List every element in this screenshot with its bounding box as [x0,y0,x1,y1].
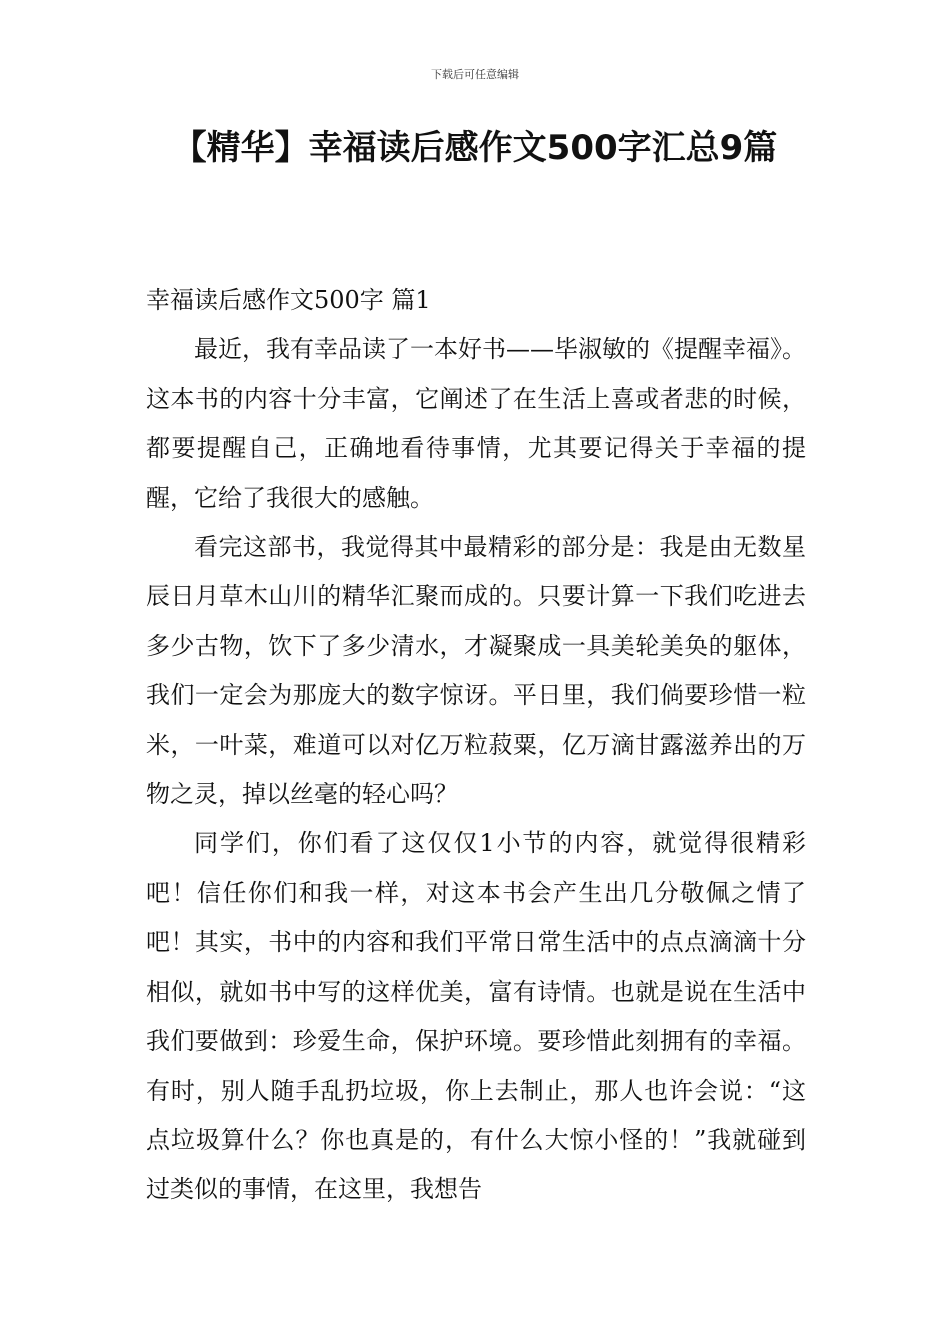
paragraph-1: 最近，我有幸品读了一本好书——毕淑敏的《提醒幸福》。这本书的内容十分丰富，它阐述了在生活上喜或者悲的时候，都要提醒自己，正确地看待事情，尤其要记得关于幸福的提醒，它给了我很大的感触。 [146,335,806,512]
document-body [146,276,806,1215]
document-title: 【精华】幸福读后感作文500字汇总9篇 [172,128,778,168]
section-heading: 幸福读后感作文500字 篇1 [146,286,431,314]
header-note: 下载后可任意编辑 [431,68,519,81]
paragraph-2: 看完这部书，我觉得其中最精彩的部分是：我是由无数星辰日月草木山川的精华汇聚而成的。只要计算一下我们吃进去多少古物，饮下了多少清水，才凝聚成一具美轮美奂的躯体，我们一定会为那庞大的数字惊讶。平日里，我们倘要珍惜一粒米，一叶菜，难道可以对亿万粒菽粟，亿万滴甘露滋养出的万物之灵，掉以丝毫的轻心吗？ [146,533,806,809]
paragraph-3: 同学们，你们看了这仅仅1小节的内容，就觉得很精彩吧！信任你们和我一样，对这本书会产生出几分敬佩之情了吧！其实，书中的内容和我们平常日常生活中的点点滴滴十分相似，就如书中写的这样优美，富有诗情。也就是说在生活中我们要做到：珍爱生命，保护环境。要珍惜此刻拥有的幸福。有时，别人随手乱扔垃圾，你上去制止，那人也许会说：“这点垃圾算什么？你也真是的，有什么大惊小怪的！”我就碰到过类似的事情，在这里，我想告 [146,829,806,1204]
